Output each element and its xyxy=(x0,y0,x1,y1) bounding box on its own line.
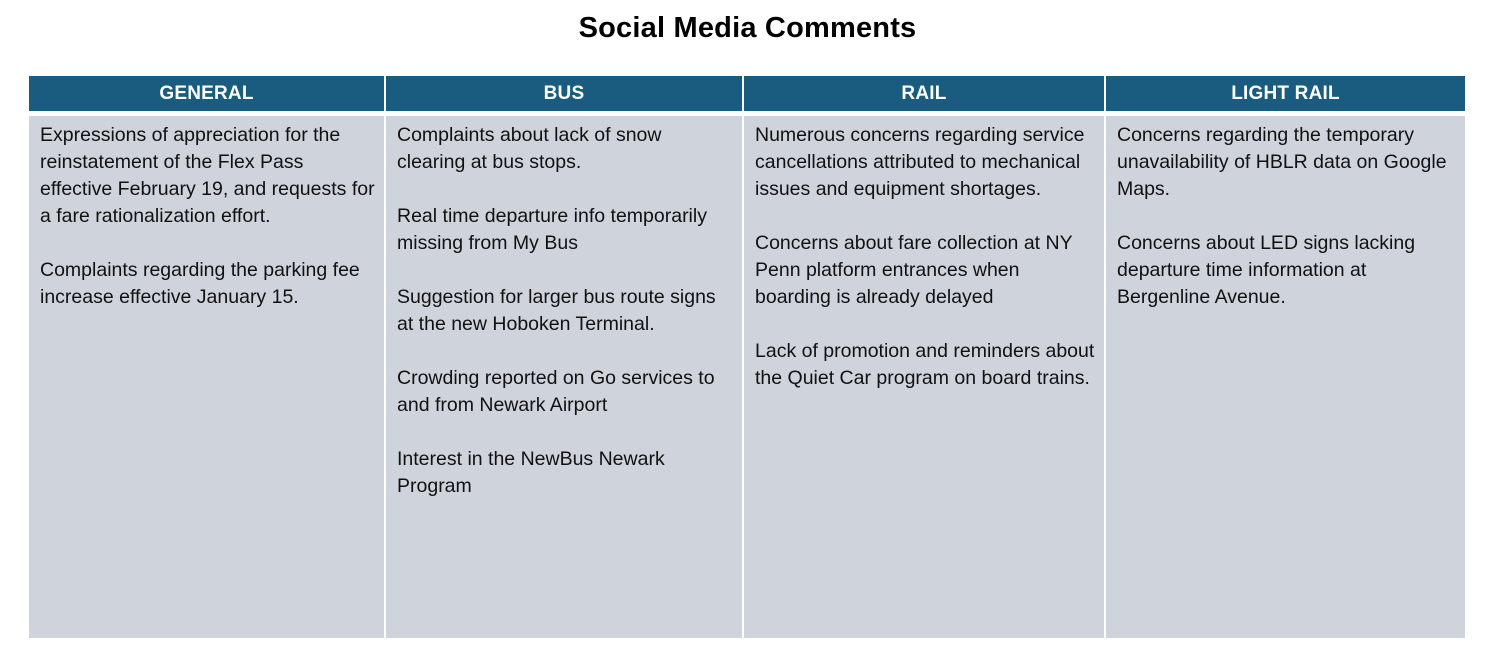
column-header-bus: BUS xyxy=(386,76,742,111)
comment-item: Crowding reported on Go services to and from Newark Airport xyxy=(397,367,715,416)
column-header-general: GENERAL xyxy=(29,76,384,111)
light-rail-comments-cell xyxy=(1106,116,1465,638)
rail-comments-cell xyxy=(744,116,1104,638)
comment-item: Complaints regarding the parking fee increase effective January 15. xyxy=(40,259,360,308)
comment-item: Concerns regarding the temporary unavailability of HBLR data on Google Maps. xyxy=(1117,124,1447,200)
comment-item: Suggestion for larger bus route signs at the new Hoboken Terminal. xyxy=(397,286,716,335)
comment-item: Concerns about fare collection at NY Penn platform entrances when boarding is already delayed xyxy=(755,232,1073,308)
comment-item: Numerous concerns regarding service cancellations attributed to mechanical issues and equipment shortages. xyxy=(755,124,1085,200)
comment-item: Interest in the NewBus Newark Program xyxy=(397,448,665,497)
bus-comments-cell xyxy=(386,116,742,638)
column-header-rail: RAIL xyxy=(744,76,1104,111)
comment-item: Expressions of appreciation for the reinstatement of the Flex Pass effective February 19, and requests for a fare rationalization effort. xyxy=(40,124,375,227)
comments-table xyxy=(29,76,1462,638)
comment-item: Lack of promotion and reminders about the Quiet Car program on board trains. xyxy=(755,340,1095,389)
page-title: Social Media Comments xyxy=(578,12,917,44)
general-comments-cell xyxy=(29,116,384,638)
column-header-light-rail: LIGHT RAIL xyxy=(1106,76,1465,111)
comment-item: Real time departure info temporarily missing from My Bus xyxy=(397,205,707,254)
comment-item: Complaints about lack of snow clearing at bus stops. xyxy=(397,124,662,173)
comment-item: Concerns about LED signs lacking departure time information at Bergenline Avenue. xyxy=(1117,232,1416,308)
